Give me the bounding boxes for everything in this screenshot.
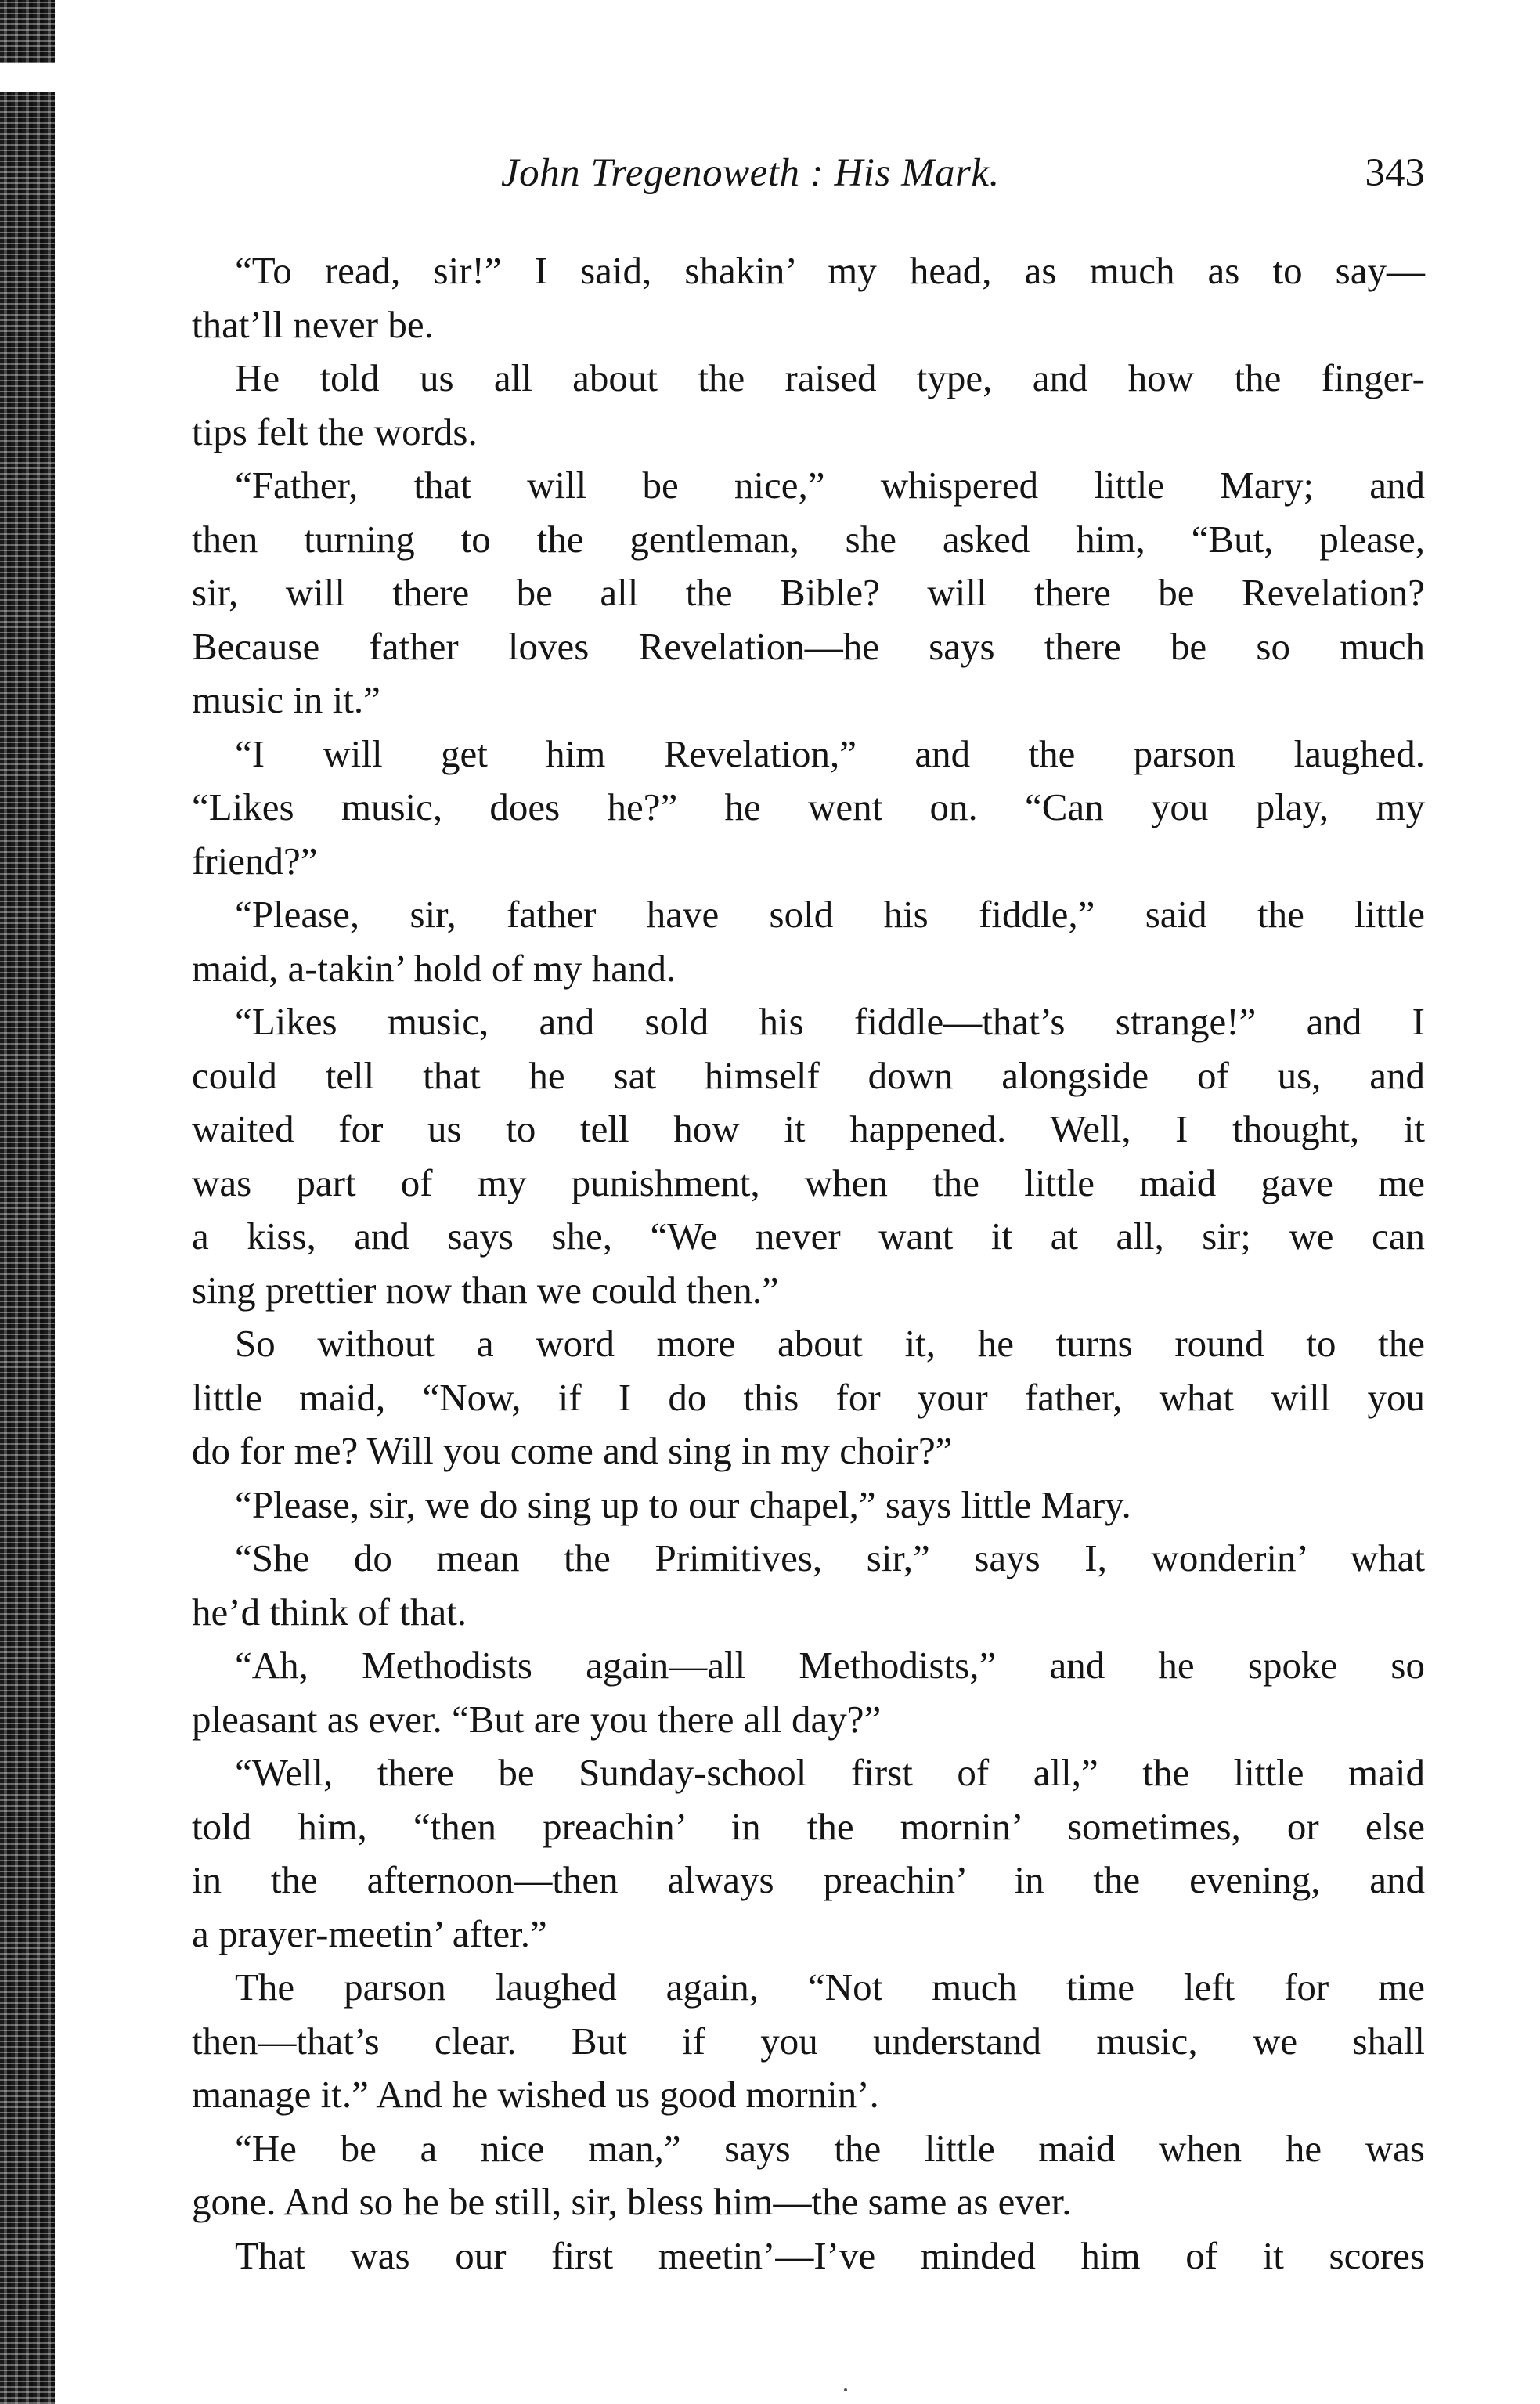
text-line: “She do mean the Primitives, sir,” says I, wonderin’ what: [235, 1536, 1425, 1579]
body-text: [192, 244, 1425, 2283]
text-line: do for me? Will you come and sing in my choir?”: [192, 1429, 953, 1472]
text-line: “Likes music, and sold his fiddle—that’s strange!” and I: [235, 1000, 1425, 1043]
text-line: was part of my punishment, when the little maid gave me: [192, 1160, 1425, 1204]
text-line: waited for us to tell how it happened. Well, I thought, it: [192, 1107, 1425, 1150]
text-line: little maid, “Now, if I do this for your father, what will you: [192, 1375, 1425, 1419]
text-line: sing prettier now than we could then.”: [192, 1268, 779, 1312]
text-line: told him, “then preachin’ in the mornin’ sometimes, or else: [192, 1804, 1425, 1848]
text-line: He told us all about the raised type, and how the finger-: [235, 356, 1425, 399]
text-line: Because father loves Revelation—he says there be so much: [192, 624, 1425, 668]
text-line: music in it.”: [192, 678, 380, 721]
spine-gap: [0, 63, 55, 92]
text-line: “He be a nice man,” says the little maid when he was: [235, 2126, 1425, 2170]
text-line: that’ll never be.: [192, 302, 434, 346]
text-line: “Father, that will be nice,” whispered little Mary; and: [235, 464, 1425, 507]
text-line: a kiss, and says she, “We never want it at all, sir; we can: [192, 1215, 1425, 1258]
text-line: then turning to the gentleman, she asked him, “But, please,: [192, 517, 1425, 561]
text-line: sir, will there be all the Bible? will there be Revelation?: [192, 571, 1425, 614]
text-line: tips felt the words.: [192, 410, 478, 453]
text-line: The parson laughed again, “Not much time left for me: [235, 1965, 1425, 2009]
text-line: “Please, sir, we do sing up to our chapel,” says little Mary.: [235, 1482, 1131, 1526]
text-line: “Please, sir, father have sold his fiddle,” said the little: [235, 893, 1425, 936]
text-line: pleasant as ever. “But are you there all day?”: [192, 1697, 882, 1741]
text-line: “I will get him Revelation,” and the parson laughed.: [235, 731, 1425, 775]
text-line: “Likes music, does he?” he went on. “Can you play, my: [192, 785, 1425, 828]
text-line: So without a word more about it, he turns round to the: [235, 1322, 1425, 1365]
text-line: gone. And so he be still, sir, bless him—the same as ever.: [192, 2180, 1072, 2223]
book-spine-shadow: [0, 0, 55, 2404]
text-line: “Ah, Methodists again—all Methodists,” and he spoke so: [235, 1644, 1425, 1687]
text-line: “To read, sir!” I said, shakin’ my head, as much as to say—: [235, 249, 1425, 292]
text-line: friend?”: [192, 839, 318, 883]
text-line: manage it.” And he wished us good mornin’.: [192, 2073, 879, 2116]
text-line: then—that’s clear. But if you understand music, we shall: [192, 2019, 1425, 2063]
page-number: 343: [1365, 151, 1425, 195]
text-line: That was our first meetin’—I’ve minded him of it scores: [235, 2233, 1425, 2277]
text-line: he’d think of that.: [192, 1590, 467, 1633]
running-header: [501, 150, 1425, 205]
text-line: maid, a-takin’ hold of my hand.: [192, 946, 676, 990]
running-title: John Tregenoweth : His Mark.: [501, 151, 1000, 195]
print-speck: [844, 2388, 847, 2391]
text-line: in the afternoon—then always preachin’ in the evening, and: [192, 1858, 1425, 1901]
text-line: “Well, there be Sunday-school first of all,” the little maid: [235, 1751, 1425, 1794]
text-line: a prayer-meetin’ after.”: [192, 1911, 547, 1955]
text-line: could tell that he sat himself down alongside of us, and: [192, 1053, 1425, 1097]
